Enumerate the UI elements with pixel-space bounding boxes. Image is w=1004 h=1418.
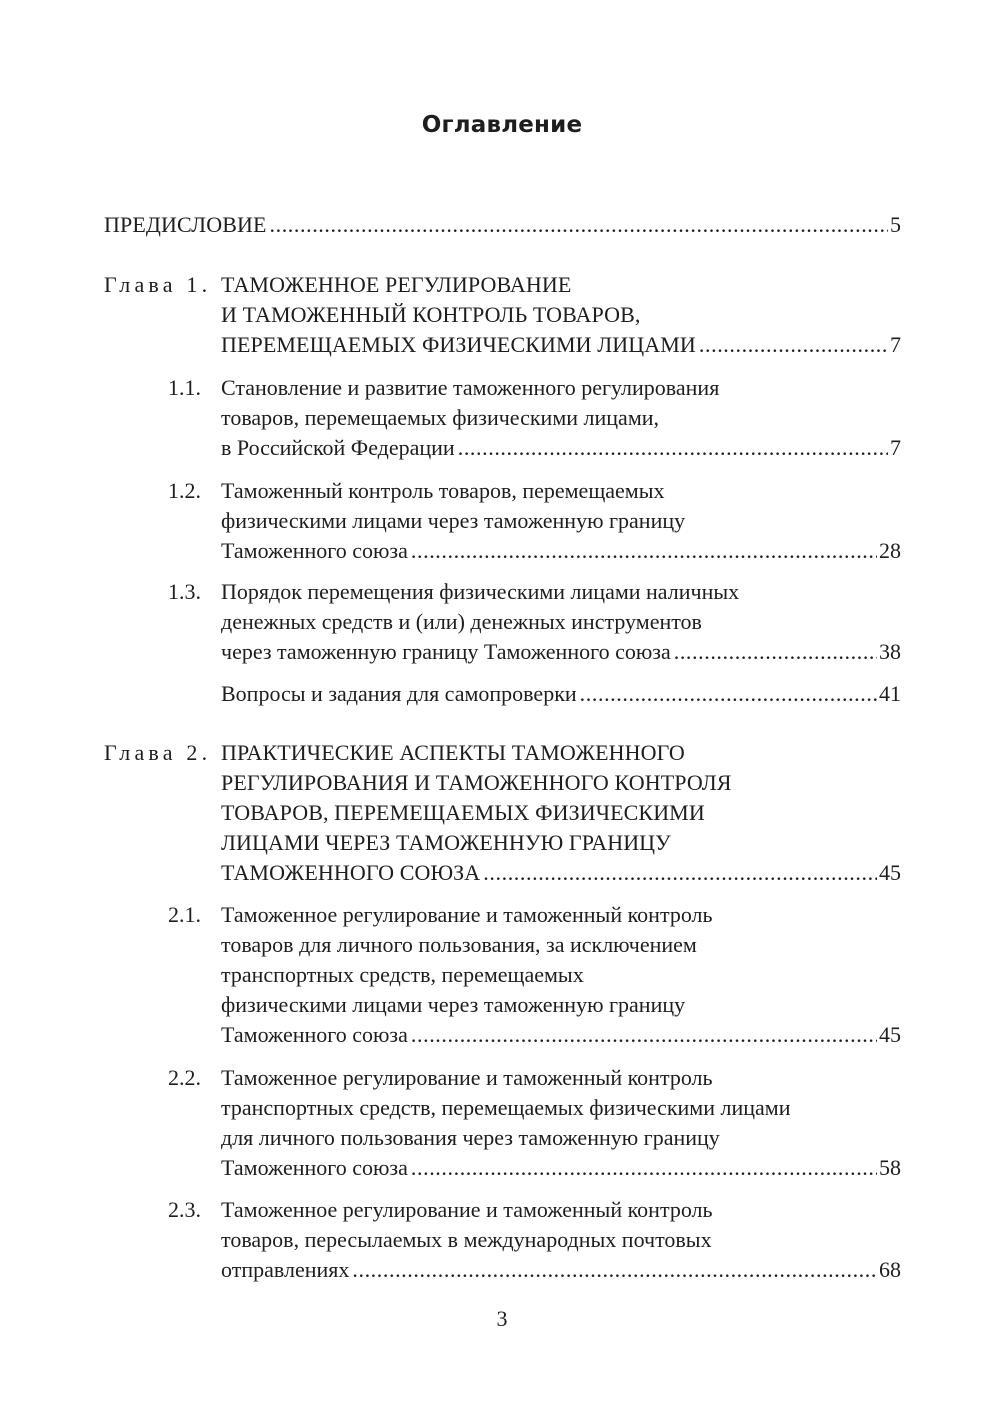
toc-entry-line: физическими лицами через таможенную границу [221, 508, 686, 533]
toc-page-number: 7 [890, 332, 901, 357]
toc-entry-last-line [221, 1153, 901, 1183]
leader-dots [699, 330, 888, 360]
toc-entry-chapter-2[interactable] [221, 738, 901, 888]
page-number: 3 [496, 1306, 508, 1331]
toc-page-number: 58 [879, 1155, 901, 1180]
leader-dots [411, 1153, 877, 1183]
toc-entry-line: Таможенное регулирование и таможенный контроль [221, 1197, 713, 1222]
toc-entry-line: товаров, пересылаемых в международных почтовых [221, 1227, 712, 1252]
toc-entry-title: отправлениях [221, 1257, 350, 1282]
toc-entry-line: Становление и развитие таможенного регулирования [221, 375, 720, 400]
toc-entry-line: РЕГУЛИРОВАНИЯ И ТАМОЖЕННОГО КОНТРОЛЯ [221, 770, 732, 795]
section-number: 1.2. [168, 478, 201, 503]
toc-entry-title: Таможенного союза [221, 1155, 408, 1180]
toc-entry-questions[interactable] [221, 679, 901, 709]
toc-page-number: 28 [879, 538, 901, 563]
toc-entry-line: Таможенное регулирование и таможенный контроль [221, 902, 713, 927]
toc-entry-section-2-3[interactable] [221, 1195, 901, 1285]
toc-entry-line: товаров, перемещаемых физическими лицами, [221, 405, 660, 430]
toc-page-number: 7 [890, 435, 901, 460]
leader-dots [411, 536, 877, 566]
leader-dots [483, 858, 877, 888]
chapter-label: Глава 2. [104, 740, 212, 765]
toc-entry-last-line [221, 1255, 901, 1285]
toc-entry-section-1-3[interactable] [221, 577, 901, 667]
toc-entry-title: Вопросы и задания для самопроверки [221, 681, 577, 706]
toc-entry-last-line [221, 330, 901, 360]
toc-entry-title: ПЕРЕМЕЩАЕМЫХ ФИЗИЧЕСКИМИ ЛИЦАМИ [221, 332, 696, 357]
toc-entry-line: транспортных средств, перемещаемых физическими лицами [221, 1095, 791, 1120]
toc-entry-title: ТАМОЖЕННОГО СОЮЗА [221, 860, 481, 885]
section-number: 2.2. [168, 1065, 201, 1090]
toc-entry-last-line [221, 637, 901, 667]
page-title: Оглавление [421, 112, 583, 138]
toc-entry-last-line [221, 536, 901, 566]
toc-entry-last-line [221, 858, 901, 888]
toc-entry-last-line [104, 210, 901, 240]
leader-dots [458, 433, 888, 463]
toc-entry-line: ПРАКТИЧЕСКИЕ АСПЕКТЫ ТАМОЖЕННОГО [221, 740, 685, 765]
leader-dots [580, 679, 877, 709]
toc-entry-section-2-1[interactable] [221, 900, 901, 1050]
leader-dots [352, 1255, 877, 1285]
toc-entry-line: товаров для личного пользования, за исключением [221, 932, 697, 957]
toc-page-number: 45 [879, 1022, 901, 1047]
toc-page-number: 38 [879, 639, 901, 664]
section-number: 1.3. [168, 579, 201, 604]
toc-entry-section-1-2[interactable] [221, 476, 901, 566]
leader-dots [411, 1020, 877, 1050]
toc-entry-line: для личного пользования через таможенную границу [221, 1125, 720, 1150]
toc-entry-chapter-1[interactable] [221, 270, 901, 360]
leader-dots [674, 637, 877, 667]
chapter-label: Глава 1. [104, 272, 212, 297]
toc-entry-line: ТОВАРОВ, ПЕРЕМЕЩАЕМЫХ ФИЗИЧЕСКИМИ [221, 800, 705, 825]
toc-entry-title: в Российской Федерации [221, 435, 455, 460]
toc-entry-line: ТАМОЖЕННОЕ РЕГУЛИРОВАНИЕ [221, 272, 572, 297]
toc-entry-title: Таможенного союза [221, 538, 408, 563]
toc-entry-last-line [221, 1020, 901, 1050]
section-number: 2.1. [168, 902, 201, 927]
toc-page-number: 41 [879, 681, 901, 706]
section-number: 1.1. [168, 375, 201, 400]
toc-entry-line: Порядок перемещения физическими лицами наличных [221, 579, 740, 604]
toc-entry-line: транспортных средств, перемещаемых [221, 962, 584, 987]
toc-entry-title: Таможенного союза [221, 1022, 408, 1047]
toc-entry-line: ЛИЦАМИ ЧЕРЕЗ ТАМОЖЕННУЮ ГРАНИЦУ [221, 830, 671, 855]
toc-entry-line: И ТАМОЖЕННЫЙ КОНТРОЛЬ ТОВАРОВ, [221, 302, 641, 327]
leader-dots [270, 210, 889, 240]
toc-entry-line: физическими лицами через таможенную границу [221, 992, 686, 1017]
toc-entry-line: Таможенный контроль товаров, перемещаемых [221, 478, 665, 503]
toc-entry-title: ПРЕДИСЛОВИЕ [104, 212, 267, 237]
toc-entry-section-1-1[interactable] [221, 373, 901, 463]
toc-entry-preface[interactable] [104, 210, 901, 240]
toc-entry-line: Таможенное регулирование и таможенный контроль [221, 1065, 713, 1090]
toc-entry-title: через таможенную границу Таможенного союза [221, 639, 671, 664]
toc-entry-last-line [221, 679, 901, 709]
toc-page-number: 45 [879, 860, 901, 885]
section-number: 2.3. [168, 1197, 201, 1222]
toc-page-number: 68 [879, 1257, 901, 1282]
toc-entry-section-2-2[interactable] [221, 1063, 901, 1183]
toc-entry-line: денежных средств и (или) денежных инструментов [221, 609, 702, 634]
toc-page-number: 5 [890, 212, 901, 237]
toc-entry-last-line [221, 433, 901, 463]
